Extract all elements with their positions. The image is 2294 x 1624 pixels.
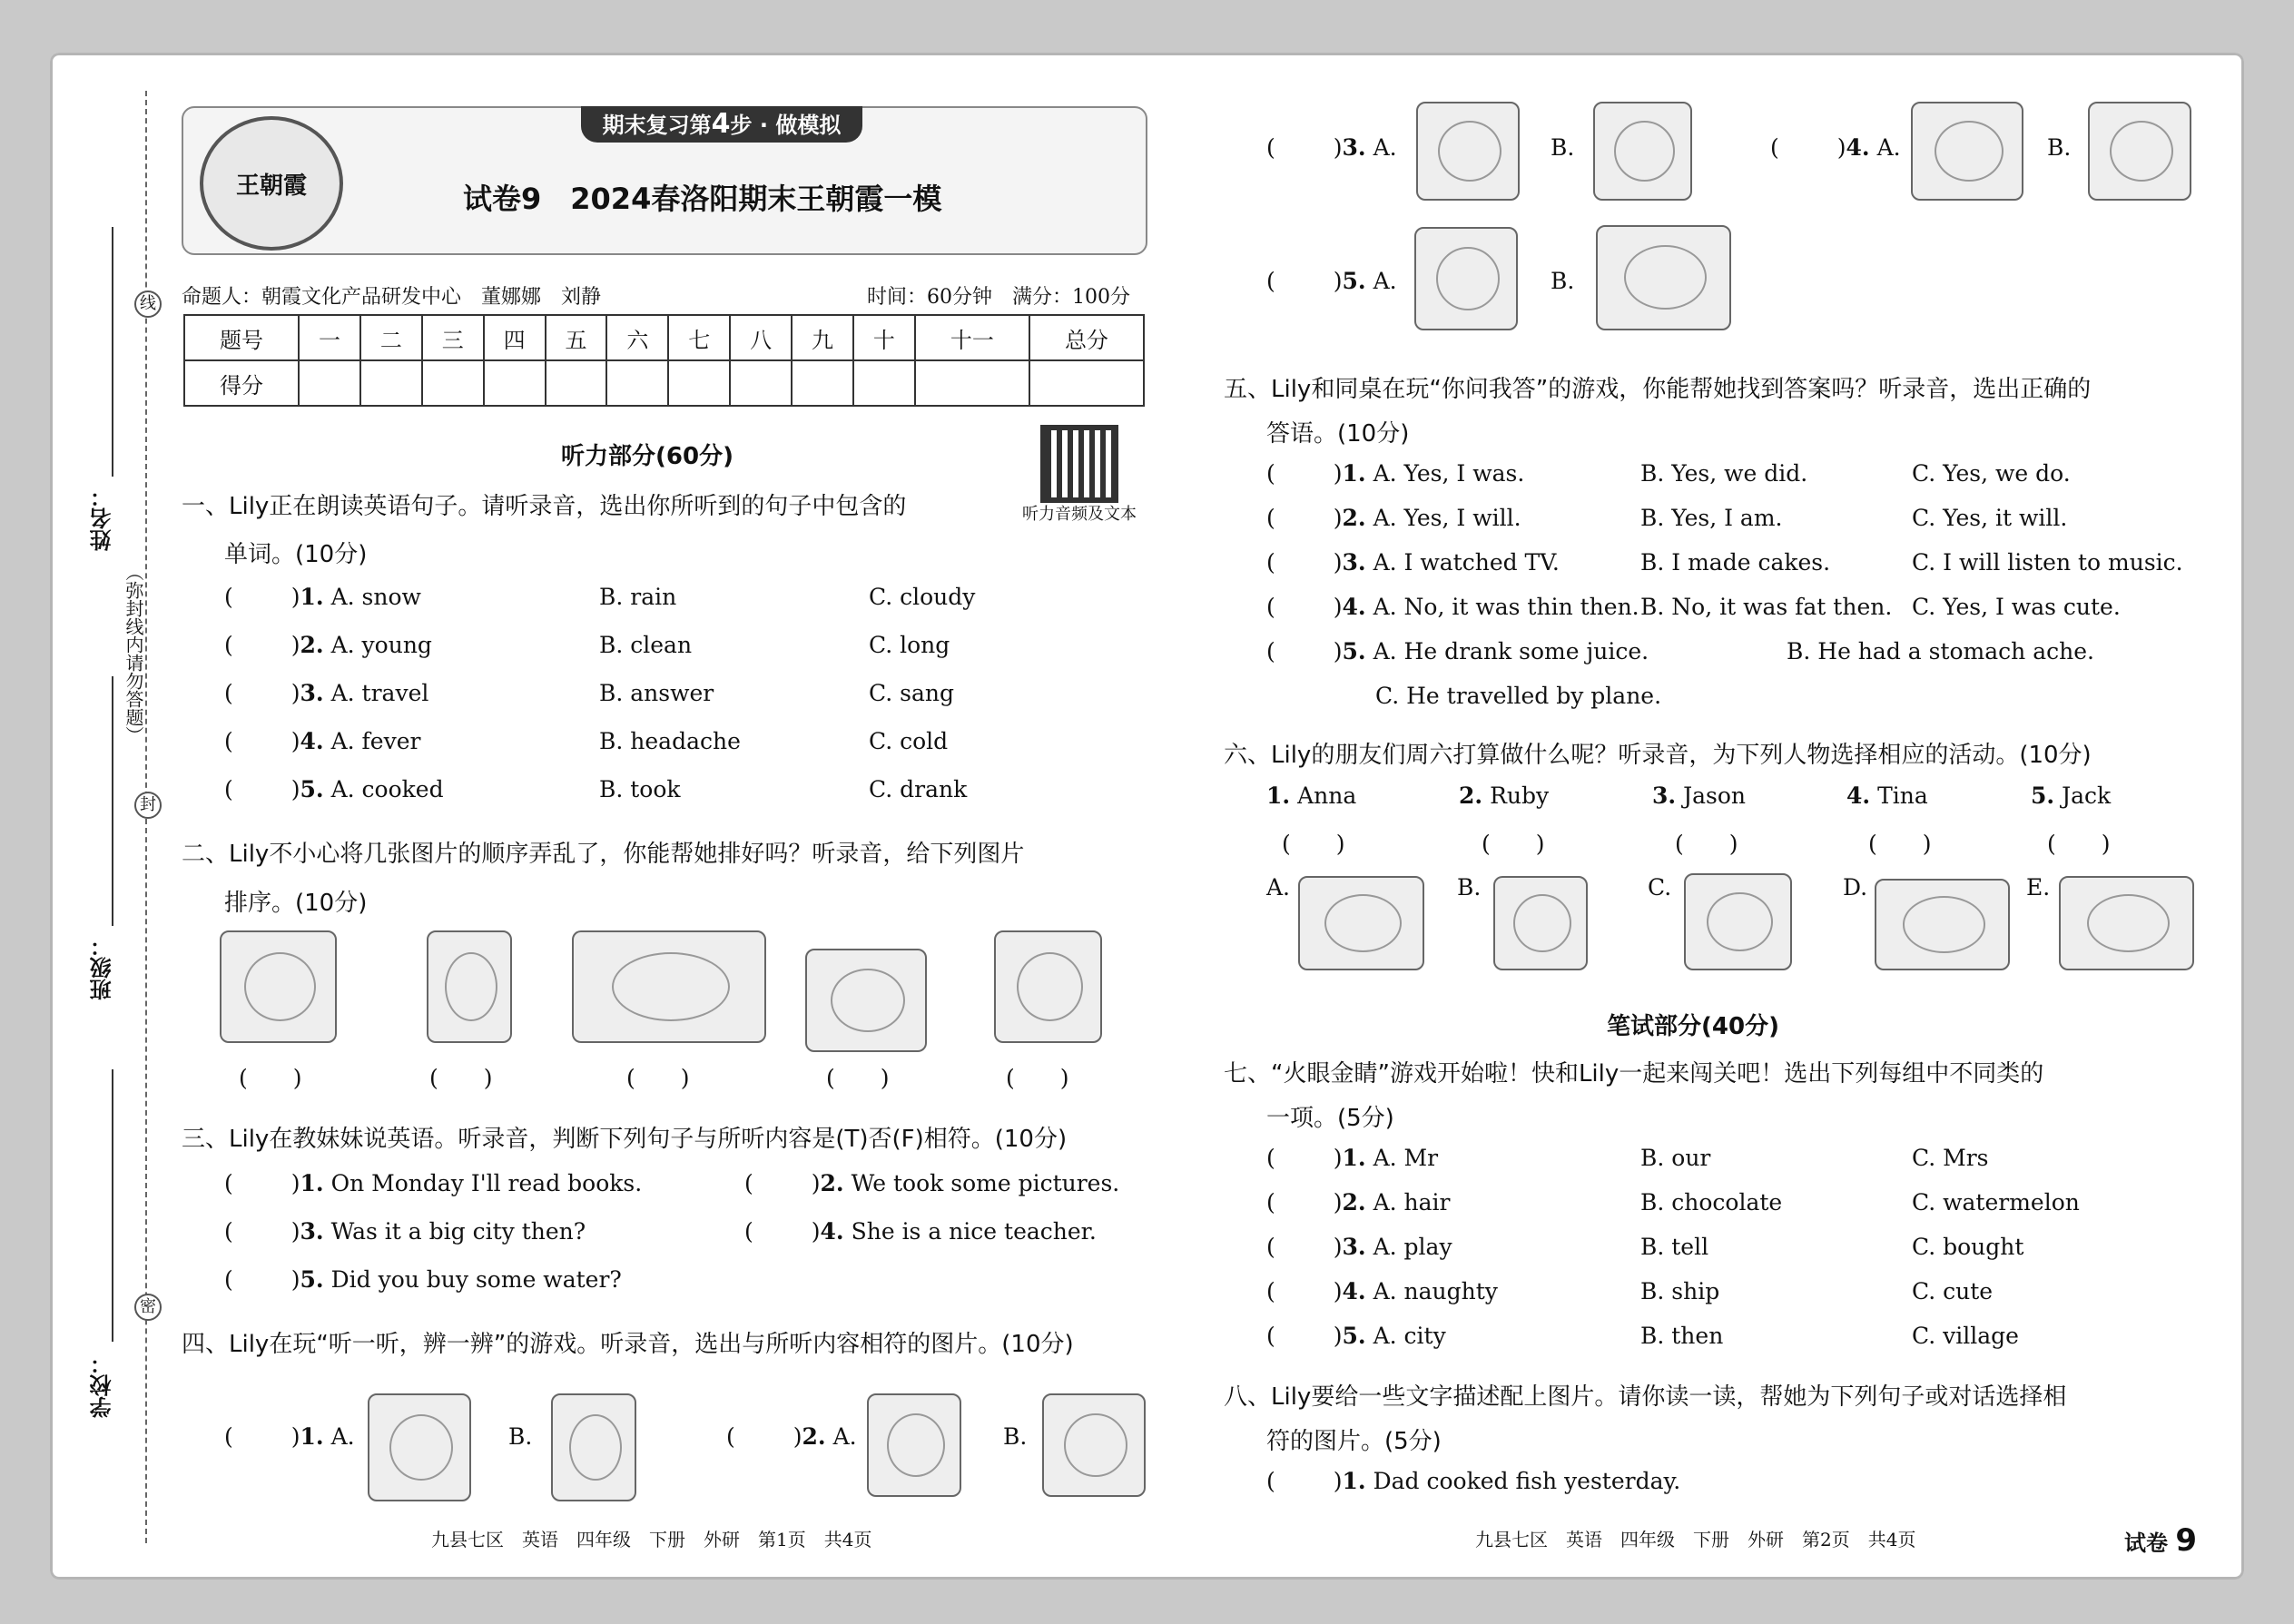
sec8-title-cont: 符的图片。(5分) xyxy=(1266,1428,1442,1455)
sec3-item: ( )1. On Monday I'll read books. xyxy=(224,1170,643,1196)
sec5-title: 五、Lily和同桌在玩“你问我答”的游戏，你能帮她找到答案吗？听录音，选出正确的 xyxy=(1224,376,2092,403)
score-header-cell: 三 xyxy=(422,315,484,360)
qr-caption: 听力音频及文本 xyxy=(1022,505,1137,524)
girl-crying-image xyxy=(867,1393,961,1497)
sec4-item: ( )3. A. xyxy=(1266,134,1397,161)
sec4-item: ( )5. A. xyxy=(1266,268,1397,294)
option-b: B. No, it was fat then. xyxy=(1640,594,1893,620)
person-ruby: 2. Ruby xyxy=(1459,782,1550,809)
logo-text: 王朝霞 xyxy=(235,172,307,200)
sec6-blank[interactable]: ( ) xyxy=(1675,831,1738,857)
score-header-cell: 二 xyxy=(360,315,422,360)
option-c: C. sang xyxy=(869,680,954,706)
cooking-image xyxy=(2059,876,2194,970)
score-header-cell: 四 xyxy=(484,315,546,360)
sec3-item: ( )5. Did you buy some water? xyxy=(224,1266,622,1293)
school-field[interactable] xyxy=(112,1069,113,1342)
sec6-option-c: C. xyxy=(1648,874,1672,901)
score-header-row xyxy=(184,315,1144,360)
option-c: C. bought xyxy=(1912,1234,2024,1260)
sec7-item: ( )2. A. hair xyxy=(1266,1189,1451,1216)
sec7-item: ( )1. A. Mr xyxy=(1266,1145,1439,1171)
option-c: C. Yes, I was cute. xyxy=(1912,594,2121,620)
option-b: B. ship xyxy=(1640,1278,1720,1304)
windy-tree-image xyxy=(1593,102,1692,201)
option-c: C. Yes, it will. xyxy=(1912,505,2068,531)
pandas-image xyxy=(1414,227,1518,330)
option-b: B. xyxy=(1551,268,1575,294)
sec8-title: 八、Lily要给一些文字描述配上图片。请你读一读，帮她为下列句子或对话选择相 xyxy=(1224,1383,2067,1411)
boating-image xyxy=(1875,879,2010,970)
seal-mi: 密 xyxy=(134,1294,162,1321)
sec5-title-cont: 答语。(10分) xyxy=(1266,420,1410,448)
girl-bike-image xyxy=(994,930,1102,1043)
person-jack: 5. Jack xyxy=(2031,782,2112,809)
authors: 命题人：朝霞文化产品研发中心 董娜娜 刘静 xyxy=(182,286,602,309)
option-b: B. He had a stomach ache. xyxy=(1787,638,2094,664)
writing-title: 笔试部分(40分) xyxy=(1607,1013,1779,1040)
sec4-item: ( )4. A. xyxy=(1770,134,1901,161)
sec1-title: 一、Lily正在朗读英语句子。请听录音，选出你所听到的句子中包含的 xyxy=(182,493,907,520)
swimming-image xyxy=(1298,876,1424,970)
sec6-option-a: A. xyxy=(1266,874,1291,901)
score-cell[interactable] xyxy=(792,360,853,406)
score-cell[interactable] xyxy=(668,360,730,406)
option-c: C. cloudy xyxy=(869,584,976,610)
class-label: 班级： xyxy=(90,935,115,1000)
score-header-cell: 七 xyxy=(668,315,730,360)
girl-sick-image xyxy=(1042,1393,1146,1497)
option-c: C. cold xyxy=(869,728,949,754)
girl-bed-image xyxy=(368,1393,471,1501)
family-image xyxy=(1684,873,1792,970)
sec1-item: ( )3. A. travel xyxy=(224,680,429,706)
zoo-image xyxy=(2088,102,2191,201)
person-jason: 3. Jason xyxy=(1652,782,1746,809)
option-c: C. Yes, we do. xyxy=(1912,460,2071,487)
sec6-title: 六、Lily的朋友们周六打算做什么呢？听录音，为下列人物选择相应的活动。(10分) xyxy=(1224,742,2092,769)
score-header-cell: 总分 xyxy=(1029,315,1144,360)
option-b: B. xyxy=(1551,134,1575,161)
option-b: B. our xyxy=(1640,1145,1711,1171)
score-cell[interactable] xyxy=(730,360,792,406)
sec6-blank[interactable]: ( ) xyxy=(2047,831,2111,857)
sec6-blank[interactable]: ( ) xyxy=(1482,831,1545,857)
sec7-title-cont: 一项。(5分) xyxy=(1266,1105,1394,1132)
logo xyxy=(200,116,343,251)
sec2-blank[interactable]: ( ) xyxy=(826,1065,890,1091)
option-b: B. Yes, we did. xyxy=(1640,460,1808,487)
score-cell[interactable] xyxy=(422,360,484,406)
sec4-item: ( )2. A. xyxy=(726,1423,857,1450)
option-b: B. Yes, I am. xyxy=(1640,505,1783,531)
sec3-title: 三、Lily在教妹妹说英语。听录音，判断下列句子与所听内容是(T)否(F)相符。(10分) xyxy=(182,1126,1068,1153)
score-cell[interactable] xyxy=(606,360,668,406)
sec6-option-d: D. xyxy=(1843,874,1868,901)
listening-title: 听力部分(60分) xyxy=(561,443,733,470)
score-header-cell: 六 xyxy=(606,315,668,360)
option-c: C. long xyxy=(869,632,950,658)
score-cell[interactable] xyxy=(853,360,915,406)
person-tina: 4. Tina xyxy=(1846,782,1928,809)
sec5-item: ( )4. A. No, it was thin then. xyxy=(1266,594,1639,620)
page-title: 试卷9 2024春洛阳期末王朝霞一模 xyxy=(463,182,942,216)
sec2-title-cont: 排序。(10分) xyxy=(224,890,368,917)
sec6-blank[interactable]: ( ) xyxy=(1282,831,1345,857)
score-cell[interactable] xyxy=(546,360,607,406)
option-b: B. tell xyxy=(1640,1234,1709,1260)
sec3-item: ( )3. Was it a big city then? xyxy=(224,1218,586,1245)
sec7-title: 七、“火眼金睛”游戏开始啦！快和Lily一起来闯关吧！选出下列每组中不同类的 xyxy=(1224,1060,2044,1088)
score-header-cell: 十一 xyxy=(915,315,1029,360)
sec3-item: ( )2. We took some pictures. xyxy=(744,1170,1120,1196)
option-b: B. chocolate xyxy=(1640,1189,1783,1216)
sec5-item: ( )1. A. Yes, I was. xyxy=(1266,460,1525,487)
sec6-option-e: E. xyxy=(2026,874,2051,901)
picnic-image xyxy=(572,930,766,1043)
option-c: C. I will listen to music. xyxy=(1912,549,2183,576)
girl-desk-image xyxy=(551,1393,636,1501)
sec2-blank[interactable]: ( ) xyxy=(429,1065,493,1091)
score-header-cell: 十 xyxy=(853,315,915,360)
sec8-item: ( )1. Dad cooked fish yesterday. xyxy=(1266,1468,1681,1494)
sec1-item: ( )4. A. fever xyxy=(224,728,421,754)
option-b: B. xyxy=(508,1423,533,1450)
option-b: B. I made cakes. xyxy=(1640,549,1831,576)
sec7-item: ( )4. A. naughty xyxy=(1266,1278,1498,1304)
banner: 期末复习第4步 · 做模拟 xyxy=(581,106,862,143)
school-label: 学校： xyxy=(90,1353,115,1418)
score-header-cell: 九 xyxy=(792,315,853,360)
score-table xyxy=(183,314,1145,407)
sec2-blank[interactable]: ( ) xyxy=(626,1065,690,1091)
drawing-image xyxy=(1493,876,1588,970)
sec1-title-cont: 单词。(10分) xyxy=(224,541,368,568)
option-c: C. cute xyxy=(1912,1278,1994,1304)
option-c: C. watermelon xyxy=(1912,1189,2080,1216)
paper-label: 试卷 9 xyxy=(2124,1522,2198,1559)
score-cell[interactable] xyxy=(299,360,360,406)
name-field[interactable] xyxy=(112,227,113,477)
option-c: C. village xyxy=(1912,1323,2019,1349)
score-header-cell: 题号 xyxy=(184,315,299,360)
score-cell[interactable] xyxy=(1029,360,1144,406)
sec2-title: 二、Lily不小心将几张图片的顺序弄乱了，你能帮她排好吗？听录音，给下列图片 xyxy=(182,841,1025,868)
boy-basketball-image xyxy=(427,930,512,1043)
score-header-cell: 一 xyxy=(299,315,360,360)
score-cell[interactable] xyxy=(915,360,1029,406)
ship-image xyxy=(1596,225,1731,330)
option-c: C. Mrs xyxy=(1912,1145,1989,1171)
option-b: B. clean xyxy=(599,632,693,658)
sec5-item: ( )2. A. Yes, I will. xyxy=(1266,505,1521,531)
score-header-cell: 五 xyxy=(546,315,607,360)
time-score: 时间：60分钟 满分：100分 xyxy=(867,286,1130,309)
score-row-label: 得分 xyxy=(184,360,299,406)
qr-code[interactable] xyxy=(1040,425,1118,503)
boy-chair-image xyxy=(805,949,927,1052)
score-value-row xyxy=(184,360,1144,406)
sec5-item: ( )3. A. I watched TV. xyxy=(1266,549,1560,576)
score-cell[interactable] xyxy=(484,360,546,406)
option-b: B. xyxy=(1003,1423,1028,1450)
option-b: B. rain xyxy=(599,584,677,610)
score-cell[interactable] xyxy=(360,360,422,406)
option-c: C. drank xyxy=(869,776,968,802)
sec1-item: ( )5. A. cooked xyxy=(224,776,444,802)
score-header-cell: 八 xyxy=(730,315,792,360)
class-field[interactable] xyxy=(112,676,113,926)
sec3-item: ( )4. She is a nice teacher. xyxy=(744,1218,1097,1245)
sec6-blank[interactable]: ( ) xyxy=(1868,831,1932,857)
seal-feng: 封 xyxy=(134,792,162,819)
option-b: B. xyxy=(2047,134,2072,161)
park-image xyxy=(1911,102,2023,201)
person-anna: 1. Anna xyxy=(1266,782,1357,809)
sec5-item: ( )5. A. He drank some juice. xyxy=(1266,638,1649,664)
sec4-title: 四、Lily在玩“听一听，辨一辨”的游戏。听录音，选出与所听内容相符的图片。(10分) xyxy=(182,1331,1074,1358)
name-label: 姓名： xyxy=(90,486,115,551)
sec1-item: ( )2. A. young xyxy=(224,632,432,658)
margin-notice: （弥封线内请勿答题） xyxy=(123,563,144,744)
option-b: B. headache xyxy=(599,728,741,754)
footer-right: 九县七区 英语 四年级 下册 外研 第2页 共4页 xyxy=(1475,1529,1916,1550)
option-b: B. took xyxy=(599,776,681,802)
option-b: B. answer xyxy=(599,680,714,706)
sec4-item: ( )1. A. xyxy=(224,1423,355,1450)
footer-left: 九县七区 英语 四年级 下册 外研 第1页 共4页 xyxy=(431,1529,872,1550)
kids-playing-image xyxy=(220,930,337,1043)
sec1-item: ( )1. A. snow xyxy=(224,584,421,610)
sec2-blank[interactable]: ( ) xyxy=(1006,1065,1069,1091)
sec2-blank[interactable]: ( ) xyxy=(239,1065,302,1091)
sec7-item: ( )5. A. city xyxy=(1266,1323,1446,1349)
option-b: B. then xyxy=(1640,1323,1724,1349)
option-c: C. He travelled by plane. xyxy=(1375,683,1662,709)
snow-tree-image xyxy=(1416,102,1520,201)
sec7-item: ( )3. A. play xyxy=(1266,1234,1452,1260)
seal-xian: 线 xyxy=(134,290,162,318)
sec6-option-b: B. xyxy=(1457,874,1482,901)
